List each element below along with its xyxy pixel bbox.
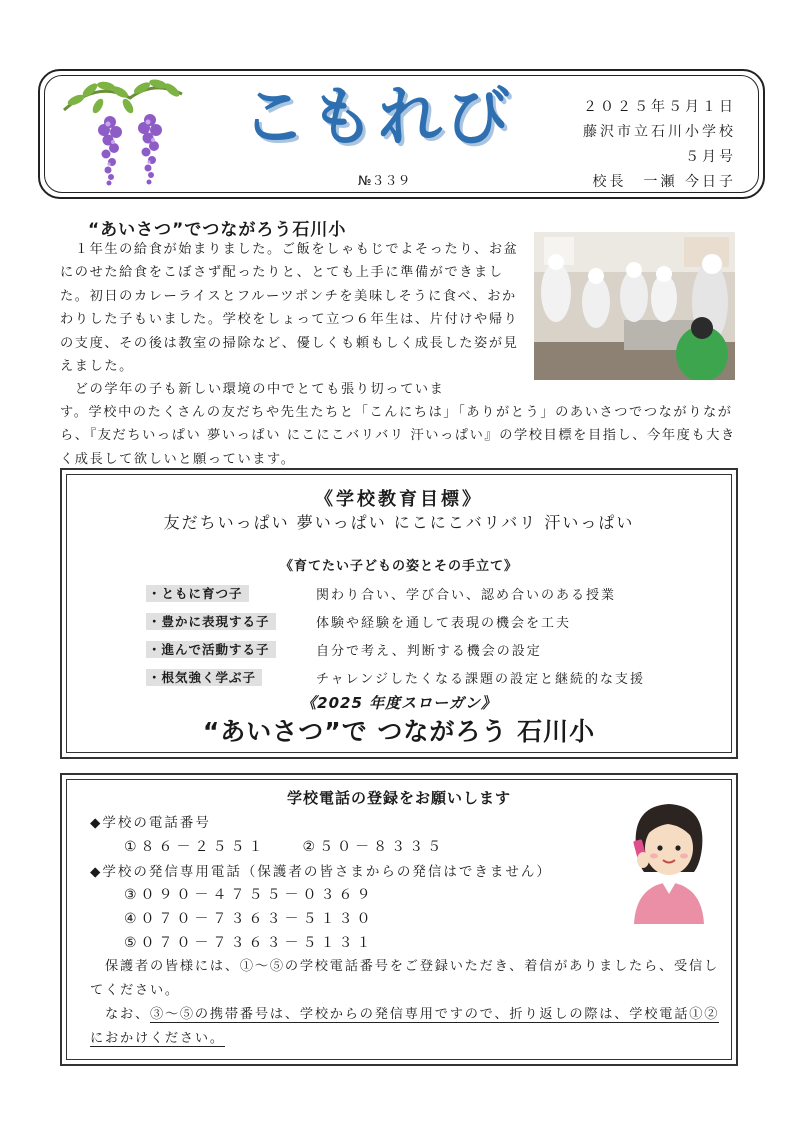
school-phone-label: ◆学校の電話番号 [90, 815, 211, 831]
wisteria-illustration [58, 76, 188, 192]
goal-desc: 体験や経験を通して表現の機会を工夫 [316, 616, 572, 631]
outgoing-number: ⑤０７０－７３６３－５１３１ [124, 935, 375, 951]
school-name: 藤沢市立石川小学校 [583, 124, 736, 140]
outgoing-number: ④０７０－７３６３－５１３０ [124, 911, 375, 927]
goal-tag: ・進んで活動する子 [146, 641, 276, 658]
newsletter-title: こもれび [242, 81, 514, 155]
goal-item [146, 639, 276, 658]
outgoing-phone-label: ◆学校の発信専用電話（保護者の皆さまからの発信はできません） [90, 864, 552, 880]
goal-tag: ・豊かに表現する子 [146, 613, 276, 630]
school-lunch-photo [534, 232, 735, 380]
phone-note-1: 保護者の皆様には、①～⑤の学校電話番号をご登録いただき、着信がありましたら、受信してください。 [90, 959, 719, 998]
article-paragraph-2-start: どの学年の子も新しい環境の中でとても張り切っていま [60, 382, 445, 397]
goal-desc: 関わり合い、学び合い、認め合いのある授業 [316, 588, 617, 603]
article-paragraph-2-rest: す。学校中のたくさんの友だちや先生たちと「こんにちは」「ありがとう」のあいさつでつながりながら、『友だちいっぱい 夢いっぱい にこにこバリバリ 汗いっぱい』の学校目標を目指し、今年度も大きく成長して欲しいと願っています。 [60, 405, 736, 467]
goal-item [146, 611, 276, 630]
goal-desc: 自分で考え、判断する機会の設定 [316, 644, 542, 659]
header-info [556, 95, 736, 195]
article-title: “あいさつ”でつながろう石川小 [88, 220, 347, 240]
issue-date: ２０２５年５月１日 [583, 99, 736, 115]
phone-call-illustration [628, 800, 710, 924]
phone-note-2-underlined: ③～⑤の携帯番号は、学校からの発信専用ですので、折り返しの際は、学校電話①②におかけください。 [90, 1007, 720, 1046]
goal-item [146, 583, 249, 602]
phone-note-2-prefix: なお、 [90, 1007, 150, 1022]
goals-subtitle: 《育てたい子どもの姿とその手立て》 [279, 559, 518, 574]
goal-tag: ・根気強く学ぶ子 [146, 669, 262, 686]
phone-title: 学校電話の登録をお願いします [286, 789, 511, 807]
issue-number: №３３９ [358, 174, 411, 189]
slogan: “あいさつ”で つながろう 石川小 [202, 717, 596, 746]
slogan-heading: 《2025 年度スローガン》 [301, 694, 497, 712]
goals-motto: 友だちいっぱい 夢いっぱい にこにこバリバリ 汗いっぱい [163, 513, 635, 532]
goal-item [146, 667, 262, 686]
phone-note-2 [90, 1003, 722, 1051]
outgoing-number: ③０９０－４７５５－０３６９ [124, 887, 375, 903]
principal: 校長 一瀬 今日子 [592, 174, 736, 190]
edition: ５月号 [685, 149, 736, 165]
goal-tag: ・ともに育つ子 [146, 585, 249, 602]
goal-desc: チャレンジしたくなる課題の設定と継続的な支援 [316, 672, 645, 687]
goals-title: 《学校教育目標》 [315, 489, 483, 510]
school-phone-numbers: ①８６－２５５１ ②５０－８３３５ [124, 839, 446, 855]
article-paragraph-1: １年生の給食が始まりました。ご飯をしゃもじでよそったり、お盆にのせた給食をこぼさず配ったりと、とても上手に準備ができました。初日のカレーライスとフルーツポンチを美味しそうに食べ、おかわりした子もいました。学校をしょって立つ６年生は、片付けや帰りの支度、その後は教室の掃除など、優しくも頼もしく成長した姿が見えました。 [60, 242, 519, 375]
